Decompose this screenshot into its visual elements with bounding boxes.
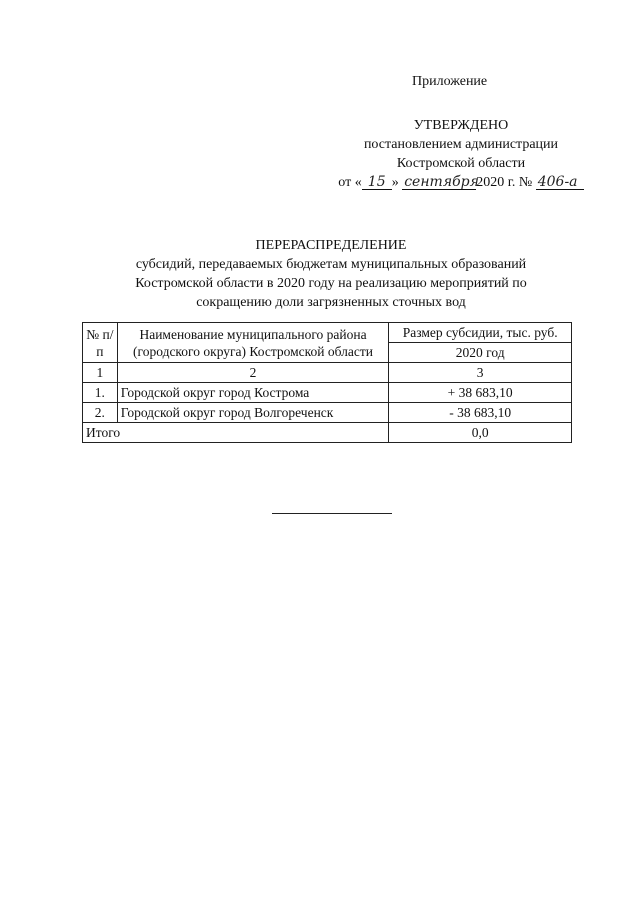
document-subtitle-line-2: Костромской области в 2020 году на реализацию мероприятий по	[135, 276, 527, 291]
index-cell: 2	[117, 363, 389, 383]
handwritten-decree-number: 406-а	[536, 175, 584, 190]
row-name: Городской округ город Кострома	[117, 383, 389, 403]
index-cell: 3	[389, 363, 572, 383]
row-value: - 38 683,10	[389, 403, 572, 423]
approved-label: УТВЕРЖДЕНО	[413, 118, 509, 133]
row-name: Городской округ город Волгореченск	[117, 403, 389, 423]
document-subtitle-line-1: субсидий, передаваемых бюджетам муниципальных образований	[135, 257, 527, 272]
table-row	[83, 383, 572, 403]
subsidy-table	[82, 322, 572, 443]
index-cell: 1	[83, 363, 118, 383]
decree-date-line	[330, 173, 592, 192]
appendix-label: Приложение	[412, 74, 488, 89]
header-year-cell: 2020 год	[389, 343, 572, 363]
row-number: 2.	[83, 403, 118, 423]
date-prefix: от «	[338, 175, 362, 190]
table-row	[83, 403, 572, 423]
closing-divider	[272, 513, 392, 514]
row-value: + 38 683,10	[389, 383, 572, 403]
document-heading: ПЕРЕРАСПРЕДЕЛЕНИЕ	[255, 238, 407, 253]
table-index-row	[83, 363, 572, 383]
total-value: 0,0	[389, 423, 572, 443]
table-header-row	[83, 323, 572, 343]
header-name-cell: Наименование муниципального района (городского округа) Костромской области	[117, 323, 389, 363]
header-size-cell: Размер субсидии, тыс. руб.	[389, 323, 572, 343]
total-label: Итого	[83, 423, 389, 443]
document-subtitle-line-3: сокращению доли загрязненных сточных вод	[196, 295, 466, 310]
header-number-cell: № п/п	[83, 323, 118, 363]
table-total-row	[83, 423, 572, 443]
handwritten-month: сентября	[404, 174, 479, 190]
handwritten-day: 15	[362, 175, 392, 190]
approval-block	[330, 116, 592, 192]
date-separator: »	[391, 175, 399, 190]
decree-line-1: постановлением администрации	[363, 137, 559, 152]
row-number: 1.	[83, 383, 118, 403]
date-year-suffix: 2020 г. №	[476, 175, 533, 190]
decree-line-2: Костромской области	[396, 156, 526, 171]
document-title-block	[90, 236, 572, 312]
